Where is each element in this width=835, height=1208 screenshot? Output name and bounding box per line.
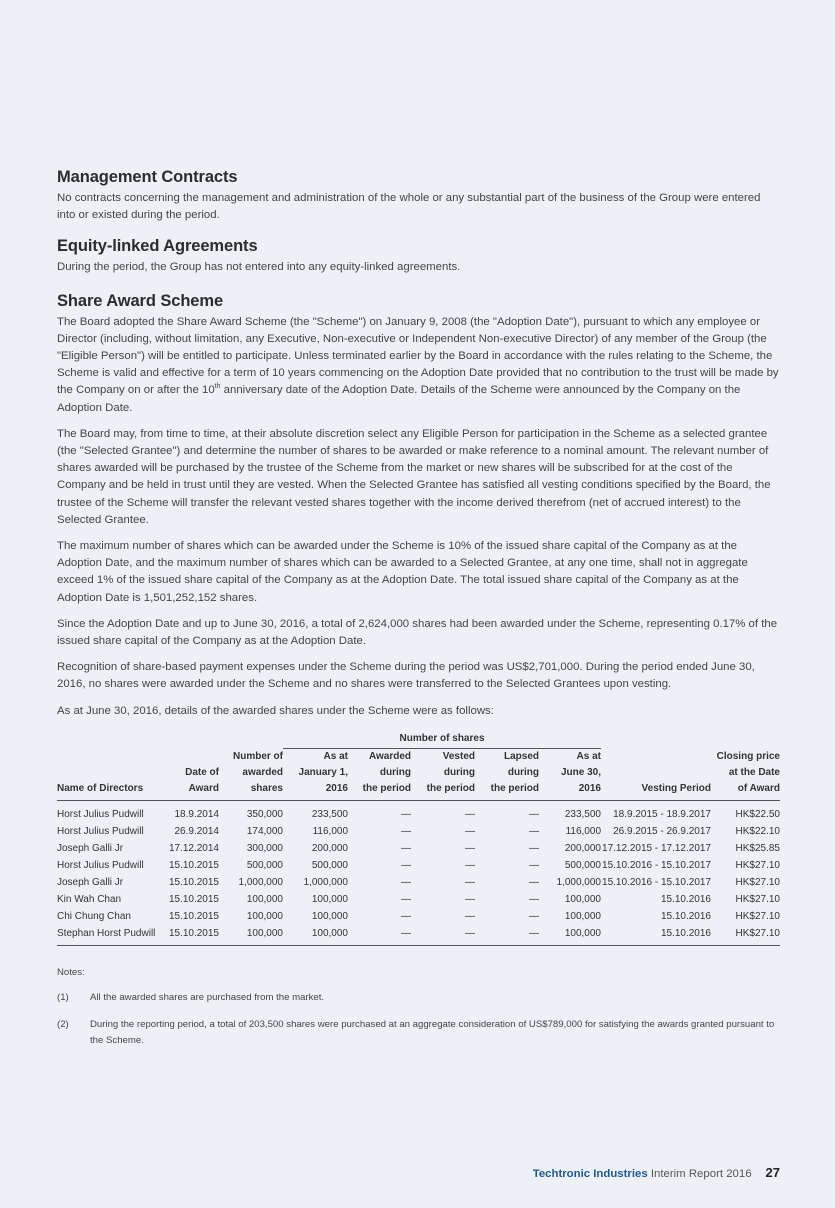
cell-awarded-shares: 100,000 [246, 893, 283, 905]
paragraph: Recognition of share-based payment expenses under the Scheme during the period was US$2,701,000. During the period ended June 30, 2016, no shares were awarded under the Scheme and no shares were transferred to the Selected Grantees upon vesting. [57, 661, 755, 691]
cell-closing-price: HK$27.10 [735, 910, 780, 922]
cell-as-at-jun: 100,000 [564, 893, 601, 905]
cell-date: 15.10.2015 [168, 859, 219, 871]
cell-lapsed-during: — [475, 925, 539, 946]
table-row [57, 908, 780, 925]
cell-awarded-during: — [348, 925, 411, 946]
note-number: (1) [57, 991, 69, 1003]
cell-vesting-period: 26.9.2015 - 26.9.2017 [613, 825, 711, 837]
cell-as-at-jan: 1,000,000 [303, 876, 348, 888]
header-vested-during: Vested during the period [411, 748, 475, 800]
cell-awarded-shares: 100,000 [246, 910, 283, 922]
cell-awarded-shares: 500,000 [246, 859, 283, 871]
cell-closing-price: HK$25.85 [735, 842, 780, 854]
cell-awarded-during: — [401, 808, 411, 820]
table-row [57, 891, 780, 908]
cell-as-at-jun: 100,000 [564, 910, 601, 922]
cell-lapsed-during: — [529, 859, 539, 871]
section-text: During the period, the Group has not entered into any equity-linked agreements. [57, 261, 461, 274]
paragraph: As at June 30, 2016, details of the awarded shares under the Scheme were as follows: [57, 704, 494, 717]
cell-awarded-shares: 300,000 [246, 842, 283, 854]
note-item [57, 1017, 781, 1049]
section-title: Equity-linked Agreements [57, 237, 258, 256]
header-awarded-during: Awarded during the period [348, 748, 411, 800]
cell-as-at-jan: 200,000 [311, 842, 348, 854]
cell-awarded-shares: 1,000,000 [238, 876, 283, 888]
cell-vested-during: — [465, 893, 475, 905]
note-text: During the reporting period, a total of 203,500 shares were purchased at an aggregate consideration of US$789,000 for satisfying the awards granted pursuant to the Scheme. [90, 1018, 775, 1046]
cell-awarded-shares: 100,000 [219, 925, 283, 946]
section-equity-linked [57, 237, 781, 276]
cell-lapsed-during: — [529, 808, 539, 820]
cell-as-at-jun: 100,000 [539, 925, 601, 946]
header-name: Name of Directors [57, 748, 157, 800]
table-row [57, 800, 780, 823]
cell-as-at-jun: 116,000 [565, 825, 601, 837]
cell-awarded-during: — [401, 859, 411, 871]
cell-awarded-during: — [401, 842, 411, 854]
cell-date: 15.10.2015 [168, 893, 219, 905]
paragraph: The maximum number of shares which can be awarded under the Scheme is 10% of the issued share capital of the Company as at the Adoption Date, and the maximum number of shares which can be awarded to a Selected Grantee, at any one time, shall not in aggregate exceed 1% of the issued share capital of the Company as at the Adoption Date. The total issued share capital of the Company as at the Adoption Date is 1,501,252,152 shares. [57, 540, 748, 604]
notes-title: Notes: [57, 966, 85, 978]
page-number: 27 [765, 1165, 780, 1180]
cell-vested-during: — [465, 842, 475, 854]
notes [57, 967, 781, 1049]
cell-as-at-jun: 1,000,000 [556, 876, 601, 888]
header-lapsed-during: Lapsed during the period [475, 748, 539, 800]
footer-brand: Techtronic Industries [532, 1168, 648, 1180]
cell-vested-during: — [465, 910, 475, 922]
header-closing-price: Closing price at the Date of Award [711, 748, 780, 800]
cell-date: 26.9.2014 [174, 825, 219, 837]
cell-closing-price: HK$22.10 [735, 825, 780, 837]
cell-as-at-jan: 116,000 [312, 825, 348, 837]
cell-date: 17.12.2014 [168, 842, 219, 854]
cell-name: Horst Julius Pudwill [57, 859, 144, 871]
table-row [57, 823, 780, 840]
cell-date: 15.10.2015 [168, 910, 219, 922]
cell-awarded-shares: 350,000 [246, 808, 283, 820]
cell-as-at-jun: 200,000 [564, 842, 601, 854]
cell-closing-price: HK$27.10 [735, 876, 780, 888]
cell-vesting-period: 15.10.2016 - 15.10.2017 [602, 859, 711, 871]
table-row [57, 925, 780, 946]
cell-vested-during: — [465, 876, 475, 888]
cell-date: 15.10.2015 [157, 925, 219, 946]
header-as-at-jun: As at June 30, 2016 [539, 748, 601, 800]
cell-as-at-jan: 233,500 [311, 808, 348, 820]
cell-as-at-jan: 100,000 [311, 910, 348, 922]
cell-name: Joseph Galli Jr [57, 842, 124, 854]
cell-date: 18.9.2014 [174, 808, 219, 820]
awarded-shares-table [57, 730, 780, 946]
cell-vested-during: — [465, 859, 475, 871]
section-management-contracts [57, 168, 781, 224]
cell-vesting-period: 15.10.2016 [660, 910, 711, 922]
cell-lapsed-during: — [529, 893, 539, 905]
paragraph-text: The Board adopted the Share Award Scheme (the "Scheme") on January 9, 2008 (the "Adoption Date"), pursuant to which any employee or Director (including, without limitation, any Executive, Non-executive or Independent Non-executive Director) of any member of the Group (the "Eligible Person") will be entitled to participate. Unless terminated earlier by the Board in accordance with the rules relating to the Scheme, the Scheme is valid and effective for a term of 10 years commencing on the Adoption Date provided that no contribution to the trust will be made by the Company on or after the 10 [57, 315, 779, 397]
cell-awarded-shares: 174,000 [246, 825, 283, 837]
cell-name: Joseph Galli Jr [57, 876, 124, 888]
header-date: Date of Award [157, 748, 219, 800]
cell-closing-price: HK$27.10 [735, 859, 780, 871]
header-as-at-jan: As at January 1, 2016 [283, 748, 348, 800]
footer-report: Interim Report 2016 [650, 1168, 752, 1180]
cell-vested-during: — [465, 808, 475, 820]
cell-awarded-during: — [401, 825, 411, 837]
cell-awarded-during: — [401, 910, 411, 922]
cell-vesting-period: 15.10.2016 [601, 925, 711, 946]
superscript: th [214, 383, 221, 391]
cell-vested-during: — [411, 925, 475, 946]
section-share-award-scheme [57, 292, 781, 720]
cell-name: Stephan Horst Pudwill [57, 925, 157, 946]
paragraph [57, 314, 781, 417]
cell-name: Kin Wah Chan [57, 893, 122, 905]
section-text: No contracts concerning the management and administration of the whole or any substantial part of the business of the Group were entered into or existed during the period. [57, 192, 761, 222]
header-vesting-period: Vesting Period [601, 748, 711, 800]
cell-name: Horst Julius Pudwill [57, 825, 144, 837]
cell-as-at-jun: 233,500 [564, 808, 601, 820]
cell-as-at-jan: 100,000 [311, 893, 348, 905]
cell-as-at-jan: 100,000 [283, 925, 348, 946]
table-row [57, 840, 780, 857]
cell-vesting-period: 15.10.2016 [660, 893, 711, 905]
cell-name: Horst Julius Pudwill [57, 808, 144, 820]
cell-vested-during: — [465, 825, 475, 837]
cell-lapsed-during: — [529, 825, 539, 837]
number-of-shares-header: Number of shares [283, 730, 601, 749]
note-text: All the awarded shares are purchased from the market. [90, 991, 325, 1003]
header-awarded-shares: Number of awarded shares [219, 748, 283, 800]
cell-lapsed-during: — [529, 842, 539, 854]
cell-as-at-jun: 500,000 [564, 859, 601, 871]
cell-awarded-during: — [401, 893, 411, 905]
paragraph-text: anniversary date of the Adoption Date. Details of the Scheme were announced by the Company on the Adoption Date. [57, 384, 741, 414]
column-headers [57, 748, 780, 800]
cell-awarded-during: — [401, 876, 411, 888]
cell-closing-price: HK$27.10 [711, 925, 780, 946]
cell-vesting-period: 18.9.2015 - 18.9.2017 [613, 808, 711, 820]
section-title: Share Award Scheme [57, 291, 224, 310]
cell-closing-price: HK$27.10 [735, 893, 780, 905]
note-item [57, 990, 781, 1006]
page-content [57, 168, 781, 1060]
note-number: (2) [57, 1018, 69, 1030]
cell-as-at-jan: 500,000 [311, 859, 348, 871]
table-row [57, 857, 780, 874]
paragraph: Since the Adoption Date and up to June 30, 2016, a total of 2,624,000 shares had been awarded under the Scheme, representing 0.17% of the issued share capital of the Company as at the Adoption Date. [57, 617, 778, 648]
page-footer [533, 1165, 780, 1180]
table-row [57, 874, 780, 891]
cell-lapsed-during: — [529, 876, 539, 888]
section-title: Management Contracts [57, 168, 238, 186]
cell-lapsed-during: — [529, 910, 539, 922]
cell-date: 15.10.2015 [168, 876, 219, 888]
cell-name: Chi Chung Chan [57, 910, 131, 922]
cell-vesting-period: 17.12.2015 - 17.12.2017 [602, 842, 711, 854]
cell-vesting-period: 15.10.2016 - 15.10.2017 [602, 876, 711, 888]
cell-closing-price: HK$22.50 [735, 808, 780, 820]
paragraph: The Board may, from time to time, at their absolute discretion select any Eligible Person for participation in the Scheme as a selected grantee (the "Selected Grantee") and determine the number of shares to be awarded or make reference to a nominal amount. The relevant number of shares awarded will be purchased by the trustee of the Scheme from the market or new shares will be subscribed for at the cost of the Company and be held in trust until they are vested. When the Selected Grantee has satisfied all vesting conditions specified by the Board, the trustee of the Scheme will transfer the relevant vested shares together with the income derived therefrom (net of accrued interest) to the Selected Grantee. [57, 427, 771, 526]
